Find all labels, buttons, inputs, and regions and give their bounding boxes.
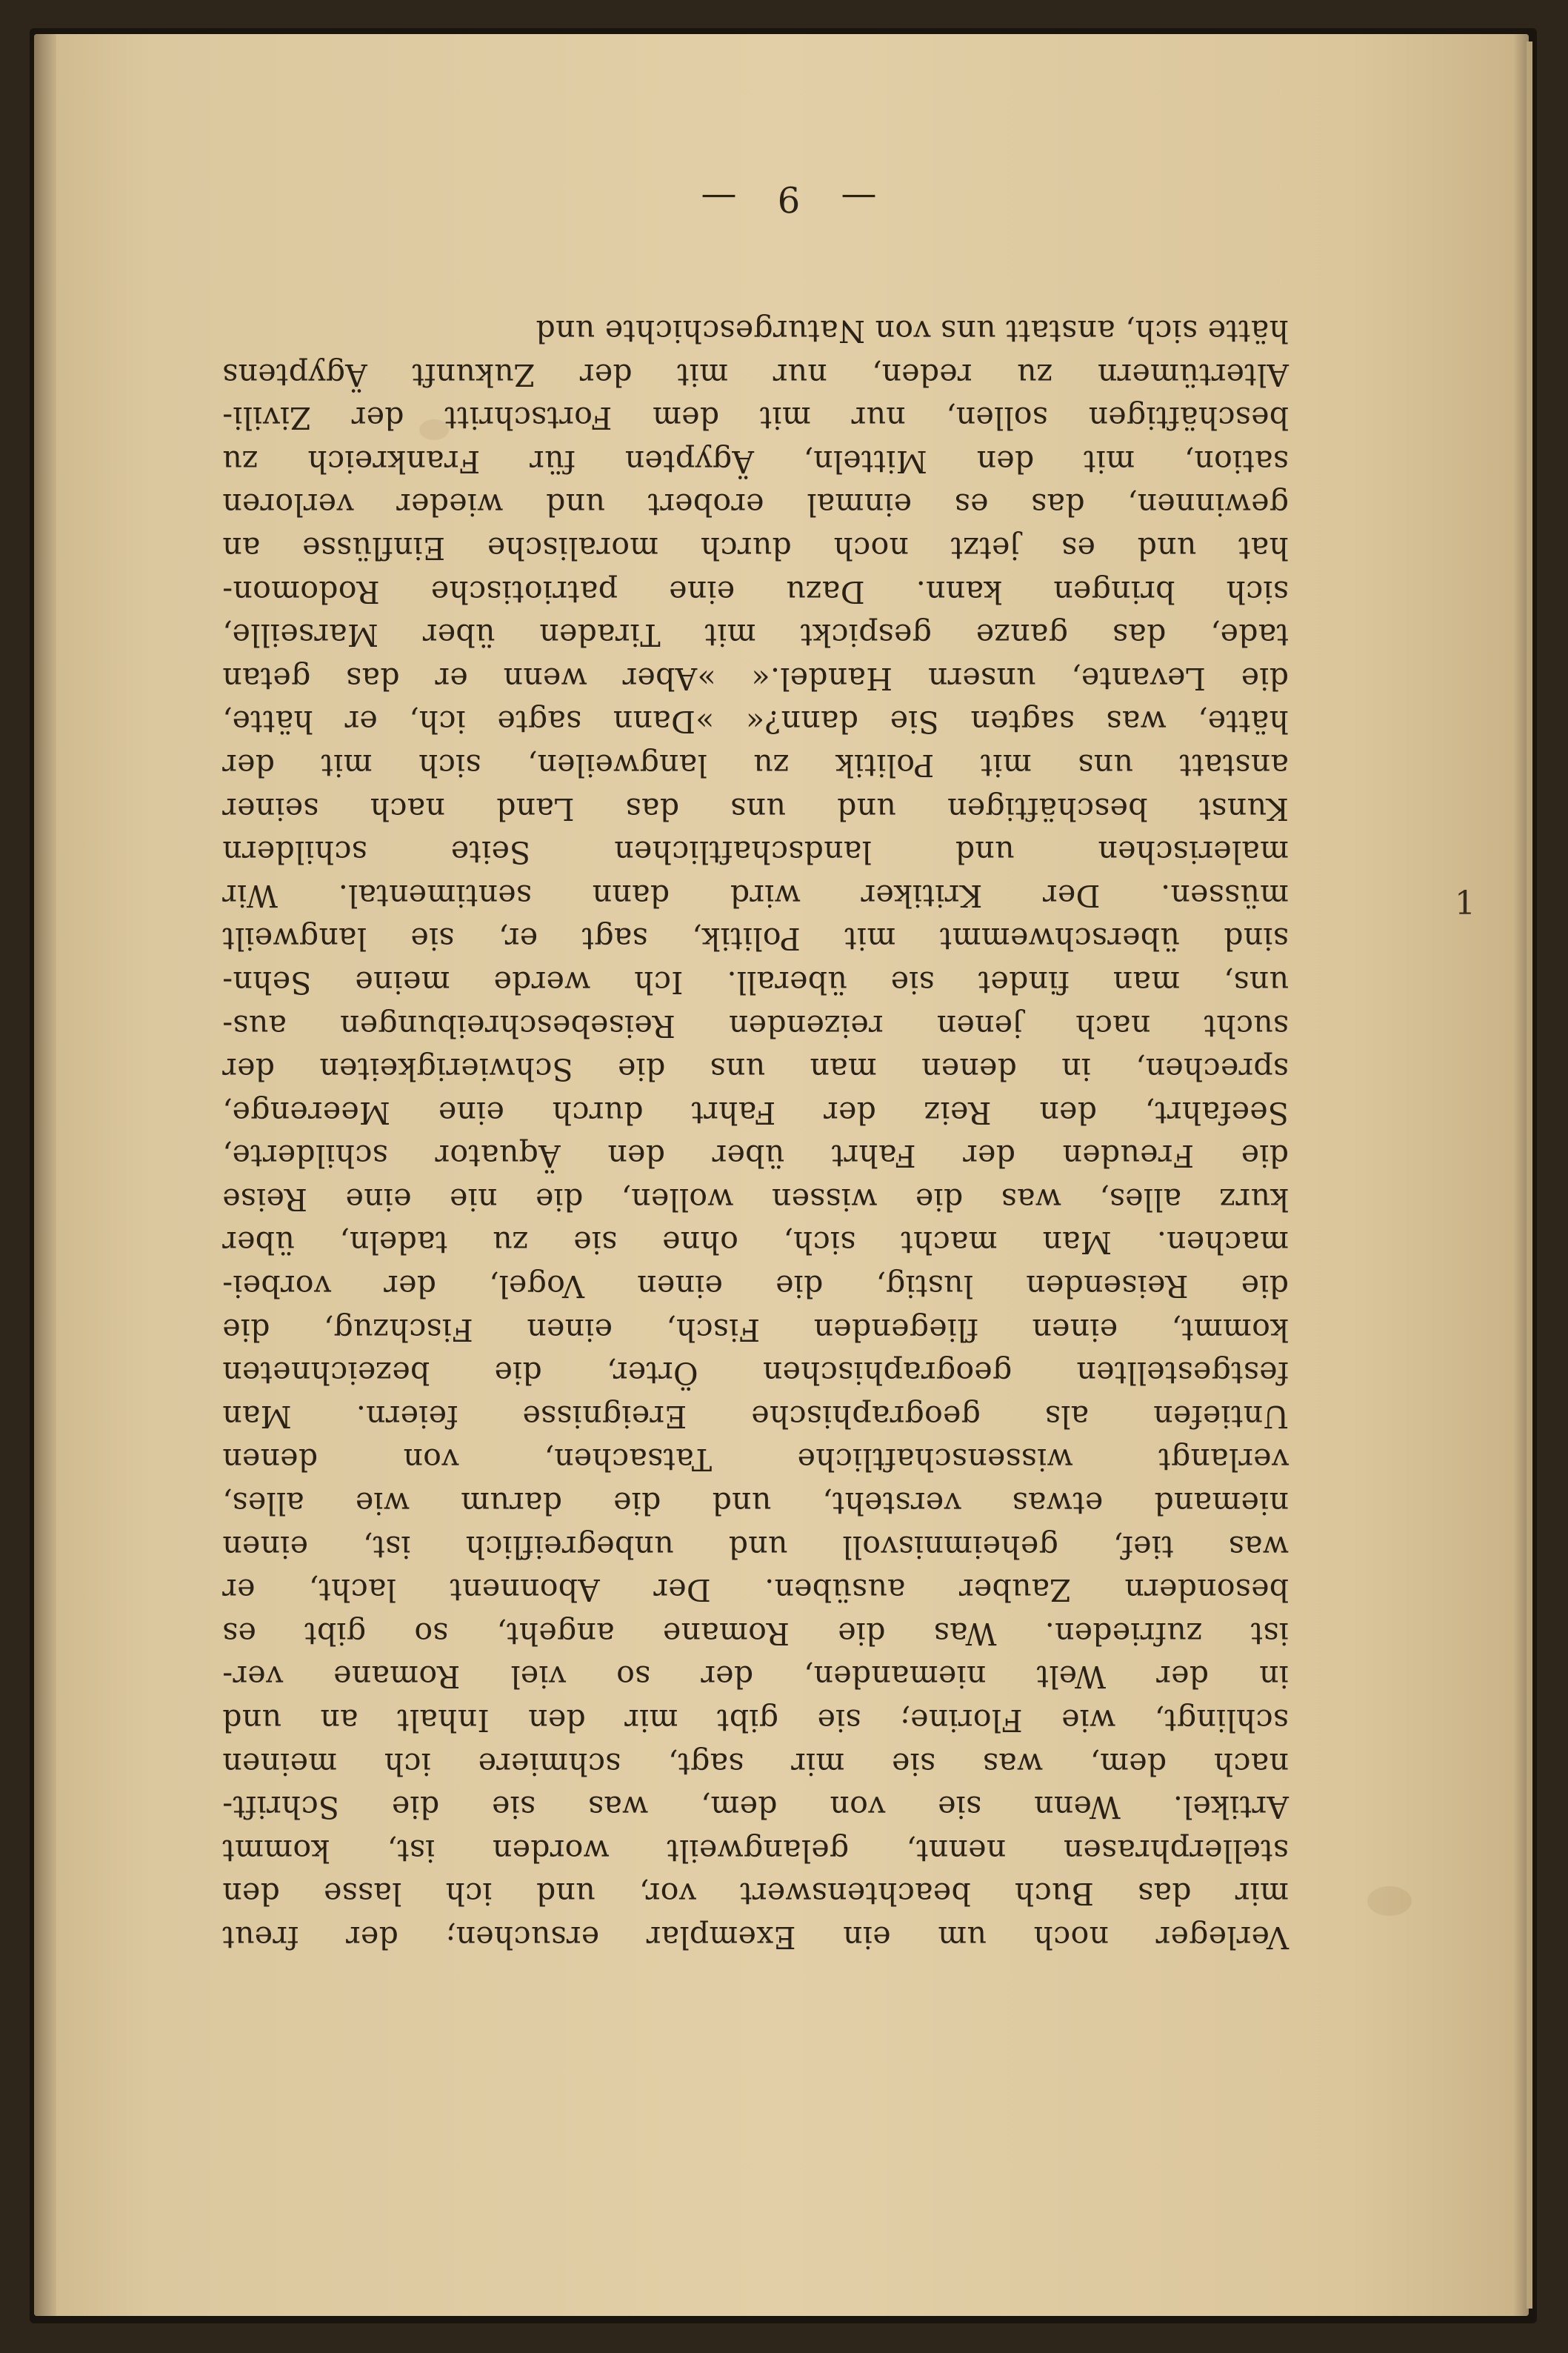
text-line: uns, man findet sie überall. Ich werde meine Sehn- bbox=[222, 964, 1289, 1000]
text-line: Kunst beschäftigen und uns das Land nach seiner bbox=[222, 791, 1289, 827]
printer-signature-mark: 1 bbox=[1455, 885, 1475, 922]
text-line: Altertümern zu reden, nur mit der Zukunft Ägyptens bbox=[222, 356, 1289, 393]
text-line: besondern Zauber ausüben. Der Abonnent lacht, er bbox=[222, 1572, 1289, 1608]
text-line: kurz alles, was die wissen wollen, die nie eine Reise bbox=[222, 1181, 1289, 1217]
text-line: schlingt, wie Florine; sie gibt mir den Inhalt an und bbox=[222, 1703, 1289, 1739]
text-line: festgestellten geographischen Örter, die bezeichneten bbox=[222, 1355, 1289, 1391]
text-line: beschäftigen sollen, nur mit dem Fortschritt der Zivili- bbox=[222, 400, 1289, 436]
text-line: sind überschwemmt mit Politik, sagt er, sie langweilt bbox=[222, 921, 1289, 957]
text-line: verlangt wissenschaftliche Tatsachen, von denen bbox=[222, 1442, 1289, 1478]
text-line: sation, mit den Mitteln, Ägypten für Frankreich zu bbox=[222, 443, 1289, 479]
text-line: sprechen, in denen man uns die Schwierigkeiten der bbox=[222, 1051, 1289, 1088]
page-number: — 9 — bbox=[686, 178, 877, 219]
text-line: die Freuden der Fahrt über den Äquator schilderte, bbox=[222, 1138, 1289, 1174]
text-line: machen. Man macht sich, ohne sie zu tadeln, über bbox=[222, 1225, 1289, 1261]
upside-down-content bbox=[34, 34, 1529, 2316]
text-line: gewinnen, das es einmal erobert und wieder verloren bbox=[222, 487, 1289, 523]
text-line: stellerphrasen nennt, gelangweilt worden ist, kommt bbox=[222, 1832, 1289, 1868]
text-line: Seefahrt, den Reiz der Fahrt durch eine Meerenge, bbox=[222, 1094, 1289, 1131]
text-line: müssen. Der Kritiker wird dann sentimental. Wir bbox=[222, 877, 1289, 913]
text-line: nach dem, was sie mir sagt, schmiere ich meinen bbox=[222, 1745, 1289, 1782]
binding-edge bbox=[1527, 41, 1532, 2309]
text-line: tade, das ganze gespickt mit Tiraden über Marseille, bbox=[222, 617, 1289, 653]
text-line: Untiefen als geographische Ereignisse feiern. Man bbox=[222, 1398, 1289, 1434]
page-sheet bbox=[34, 34, 1529, 2316]
text-line: mir das Buch beachtenswert vor, und ich lasse den bbox=[222, 1876, 1289, 1912]
text-line: was tief, geheimnisvoll und unbegreiflich ist, einen bbox=[222, 1528, 1289, 1565]
text-line: malerischen und landschaftlichen Seite schildern bbox=[222, 834, 1289, 871]
text-line: Verleger noch um ein Exemplar ersuchen; der freut bbox=[222, 1920, 1289, 1955]
text-line: niemand etwas versteht, und die darum wie alles, bbox=[222, 1485, 1289, 1522]
text-line: Artikel. Wenn sie von dem, was sie die Schrift- bbox=[222, 1789, 1289, 1826]
text-line: anstatt uns mit Politik zu langweilen, sich mit der bbox=[222, 747, 1289, 783]
text-line: sucht nach jenen reizenden Reisebeschreibungen aus- bbox=[222, 1008, 1289, 1044]
text-line: sich bringen kann. Dazu eine patriotische Rodomon- bbox=[222, 573, 1289, 610]
body-text bbox=[222, 309, 1289, 1959]
text-line: die Reisenden lustig, die einen Vogel, der vorbei- bbox=[222, 1268, 1289, 1305]
text-line: hätte, was sagten Sie dann?« »Dann sagte ich, er hätte, bbox=[222, 704, 1289, 740]
text-line: hätte sich, anstatt uns von Naturgeschichte und bbox=[536, 313, 1289, 350]
text-line: kommt, einen fliegenden Fisch, einen Fischzug, die bbox=[222, 1311, 1289, 1348]
text-line: hat und es jetzt noch durch moralische Einflüsse an bbox=[222, 530, 1289, 566]
text-line: in der Welt niemanden, der so viel Romane ver- bbox=[222, 1659, 1289, 1695]
text-line: die Levante, unsern Handel.« »Aber wenn er das getan bbox=[222, 660, 1289, 696]
text-line: ist zufrieden. Was die Romane angeht, so gibt es bbox=[222, 1615, 1289, 1651]
